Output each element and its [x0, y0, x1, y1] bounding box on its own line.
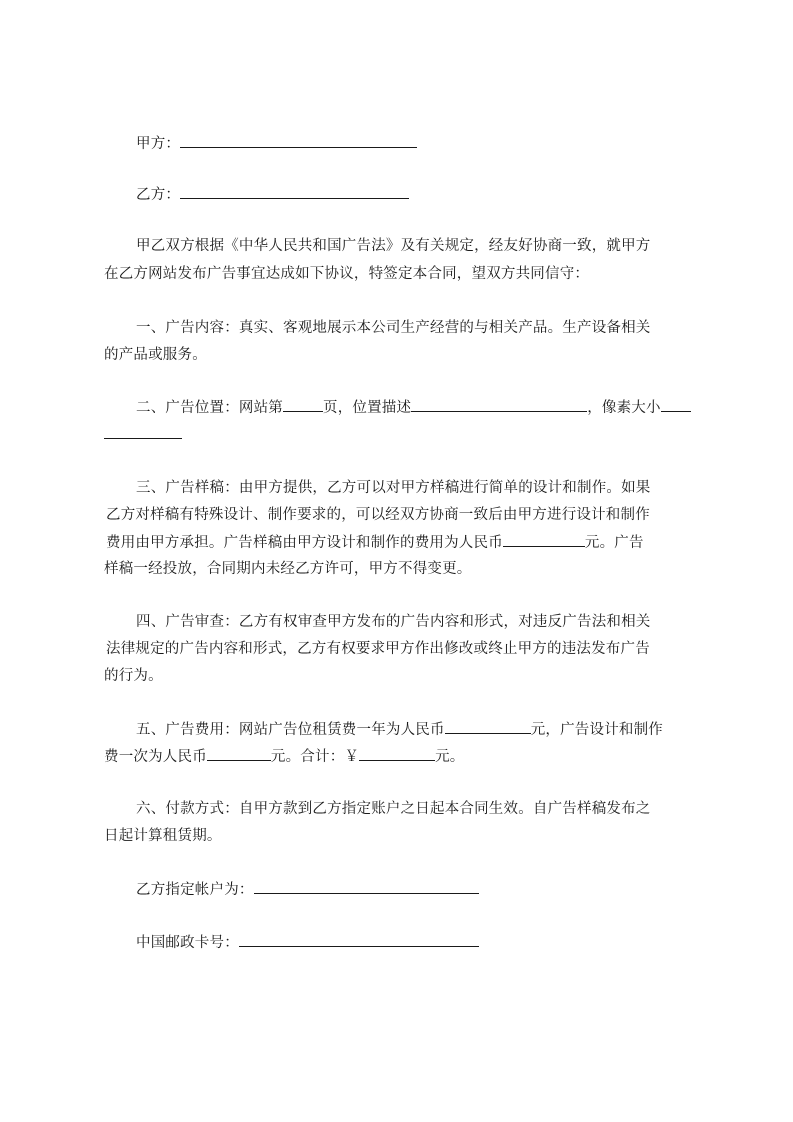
- clause3-text-3a: 费用由甲方承担。广告样稿由甲方设计和制作的费用为人民币: [106, 535, 503, 551]
- clause3-line-1: 三、广告样稿：由甲方提供，乙方可以对甲方样稿进行简单的设计和制作。如果: [136, 480, 651, 496]
- clause2-text-2: 页，位置描述: [323, 400, 412, 416]
- clause5-line-2: [104, 746, 704, 767]
- party-b-blank[interactable]: [180, 184, 409, 199]
- party-b-label: 乙方：: [136, 187, 181, 203]
- clause5-text-1a: 五、广告费用：网站广告位租赁费一年为人民币: [136, 722, 445, 738]
- page-number-blank[interactable]: [283, 397, 323, 412]
- clause5-text-1b: 元，广告设计和制作: [530, 722, 664, 738]
- party-a-line: [136, 133, 736, 154]
- clause5-text-2b: 元。合计：￥: [270, 749, 360, 765]
- design-fee-blank[interactable]: [503, 532, 585, 547]
- position-description-blank[interactable]: [411, 397, 587, 412]
- clause3-line-3: [106, 532, 706, 553]
- clause6-line-2: 日起计算租赁期。: [104, 828, 222, 844]
- clause3-line-2: 乙方对样稿有特殊设计、制作要求的，可以经双方协商一致后由甲方进行设计和制作: [106, 507, 650, 523]
- clause4-line-3: 的行为。: [104, 668, 163, 684]
- account-blank[interactable]: [254, 879, 479, 894]
- intro-line-2: 在乙方网站发布广告事宜达成如下协议，特签定本合同，望双方共同信守：: [104, 266, 590, 282]
- postal-card-label: 中国邮政卡号：: [136, 935, 239, 951]
- clause3-text-3b: 元。广告: [584, 535, 644, 551]
- clause2-line-1: [136, 397, 736, 418]
- account-line: [136, 879, 736, 900]
- intro-line-1: 甲乙双方根据《中华人民共和国广告法》及有关规定，经友好协商一致，就甲方: [136, 238, 651, 254]
- party-a-label: 甲方：: [136, 136, 181, 152]
- clause5-text-2c: 元。: [435, 749, 465, 765]
- postal-card-blank[interactable]: [239, 932, 479, 947]
- clause1-line-2: 的产品或服务。: [104, 347, 207, 363]
- clause1-line-1: 一、广告内容：真实、客观地展示本公司生产经营的与相关产品。生产设备相关: [136, 320, 651, 336]
- party-a-blank[interactable]: [180, 133, 417, 148]
- clause2-text-3: ，像素大小: [587, 400, 661, 416]
- total-fee-blank[interactable]: [359, 746, 435, 761]
- clause4-line-2: 法律规定的广告内容和形式，乙方有权要求甲方作出修改或终止甲方的违法发布广告: [106, 641, 650, 657]
- clause5-text-2a: 费一次为人民币: [104, 749, 207, 765]
- clause4-line-1: 四、广告审查：乙方有权审查甲方发布的广告内容和形式，对违反广告法和相关: [136, 614, 651, 630]
- production-fee-blank[interactable]: [207, 746, 271, 761]
- clause2-text-1: 二、广告位置：网站第: [136, 400, 283, 416]
- clause6-line-1: 六、付款方式：自甲方款到乙方指定账户之日起本合同生效。自广告样稿发布之: [136, 801, 651, 817]
- pixel-size-blank-continued[interactable]: [104, 424, 182, 439]
- account-label: 乙方指定帐户为：: [136, 882, 254, 898]
- clause2-line-2: [104, 424, 704, 445]
- clause5-line-1: [136, 719, 736, 740]
- clause3-line-4: 样稿一经投放，合同期内未经乙方许可，甲方不得变更。: [104, 561, 472, 577]
- pixel-size-blank[interactable]: [661, 397, 691, 412]
- postal-card-line: [136, 932, 736, 953]
- rental-fee-blank[interactable]: [445, 719, 531, 734]
- party-b-line: [136, 184, 736, 205]
